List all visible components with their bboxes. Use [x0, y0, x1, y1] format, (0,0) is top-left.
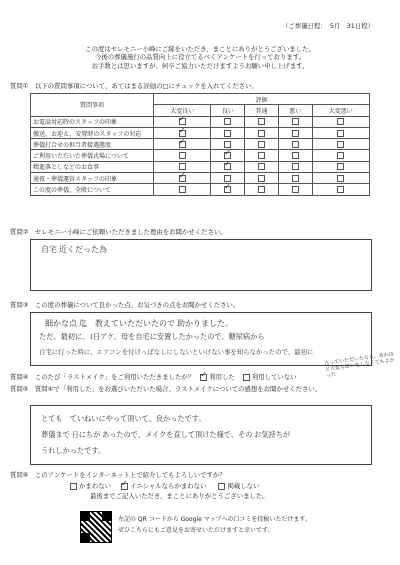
q6-opt2-checkbox[interactable] [121, 483, 128, 490]
rating-cell [245, 139, 279, 150]
rating-cell [312, 139, 369, 150]
rating-cell [312, 173, 369, 184]
rating-cell [312, 116, 369, 127]
q5-answer-line-2: 葬儀まで 日にちが あったので、メイクを直して頂けた様で、その お気持ちが [41, 431, 291, 439]
rating-header-3: 悪い [278, 105, 312, 116]
rating-checkbox[interactable] [292, 152, 299, 159]
rating-cell [278, 150, 312, 161]
rating-checkbox[interactable] [224, 163, 231, 170]
q5-answer-line-1: とても ていねいにやって頂いて、良かったです。 [41, 415, 206, 423]
rating-checkbox[interactable] [179, 141, 186, 148]
table-row [31, 116, 370, 127]
rating-checkbox[interactable] [179, 118, 186, 125]
q6-options [70, 482, 259, 490]
rating-checkbox[interactable] [292, 118, 299, 125]
rating-checkbox[interactable] [224, 175, 231, 182]
rating-checkbox[interactable] [337, 130, 344, 137]
rating-checkbox[interactable] [179, 175, 186, 182]
table-row [31, 150, 370, 161]
q5-title: 質問⑤ 質問④で「利用した」をお選びいただいた場合、ラストメイクについての感想をお聞かせください。 [10, 385, 322, 393]
table-row [31, 139, 370, 150]
question-label: 通夜・葬儀運営スタッフの印象 [31, 173, 154, 184]
col-eval-header: 評価 [154, 94, 370, 105]
rating-checkbox[interactable] [337, 141, 344, 148]
question-label: この度の葬儀、全般について [31, 184, 154, 195]
q4-no-label: 利用していない [251, 373, 297, 381]
question-label: 精進落としなどのお食事 [31, 161, 154, 172]
rating-checkbox[interactable] [337, 152, 344, 159]
q6-title: 質問⑥ このアンケートをインターネット上で紹介してもよろしいですか？ [10, 471, 226, 479]
rating-header-1: 良い [211, 105, 245, 116]
q3-answer-box[interactable] [30, 312, 372, 366]
rating-checkbox[interactable] [224, 152, 231, 159]
q4-title: 質問④ このたび「ラストメイク」をご利用いただきましたか？ [10, 373, 195, 381]
rating-cell [211, 161, 245, 172]
rating-checkbox[interactable] [258, 175, 265, 182]
rating-cell [312, 184, 369, 195]
rating-cell [245, 173, 279, 184]
rating-cell [211, 184, 245, 195]
rating-header-2: 普通 [245, 105, 279, 116]
table-row [31, 161, 370, 172]
rating-cell [312, 161, 369, 172]
rating-checkbox[interactable] [337, 118, 344, 125]
rating-cell [312, 127, 369, 138]
rating-cell [245, 150, 279, 161]
q6-opt2-label: イニシャルならかまわない [130, 482, 207, 490]
q5-answer-box[interactable] [30, 405, 372, 465]
ceremony-date: （ご葬儀日程： 5月 31日程） [281, 22, 374, 30]
q1-title: 質問① 以下の質問事項について、あてはまる評価の□にチェックを入れてください。 [10, 82, 258, 90]
rating-checkbox[interactable] [224, 118, 231, 125]
rating-cell [312, 150, 369, 161]
rating-checkbox[interactable] [337, 175, 344, 182]
rating-checkbox[interactable] [224, 186, 231, 193]
rating-checkbox[interactable] [292, 163, 299, 170]
intro-text [0, 45, 400, 70]
q2-answer-box[interactable] [30, 239, 372, 291]
col-item-header: 質問事項 [31, 94, 154, 117]
rating-cell [245, 116, 279, 127]
rating-cell [278, 184, 312, 195]
rating-cell [278, 139, 312, 150]
rating-table [30, 93, 370, 196]
q6-opt1-checkbox[interactable] [70, 483, 77, 490]
rating-checkbox[interactable] [258, 118, 265, 125]
q3-answer-line-1: 細かな点 迄 教えていただいたので 助かりました。 [45, 319, 233, 328]
q2-title: 質問② セレモニー小峰にご依頼いただきました理由をお聞かせください。 [10, 228, 227, 236]
rating-cell [245, 127, 279, 138]
table-row [31, 127, 370, 138]
rating-header-4: 大変悪い [312, 105, 369, 116]
rating-cell [245, 184, 279, 195]
q4-yes-label: 利用した [209, 373, 235, 381]
question-label: お電話対応時のスタッフの印象 [31, 116, 154, 127]
rating-checkbox[interactable] [292, 186, 299, 193]
rating-cell [278, 173, 312, 184]
q4-yes-checkbox[interactable] [200, 374, 207, 381]
q6-opt3-checkbox[interactable] [218, 483, 225, 490]
rating-cell [154, 139, 211, 150]
intro-line-3: お手数とは思いますが、何卒ご協力いただけますようお願い申し上げます。 [91, 61, 309, 70]
rating-cell [278, 127, 312, 138]
table-row [31, 173, 370, 184]
footer-line-2: ぜひこちらにもご意見をお寄せいただけますと幸いです。 [118, 527, 274, 534]
rating-checkbox[interactable] [258, 163, 265, 170]
rating-checkbox[interactable] [337, 186, 344, 193]
rating-checkbox[interactable] [179, 186, 186, 193]
q3-title: 質問③ この度の葬儀について良かった点、お気づきの点をお聞かせください。 [10, 301, 240, 309]
rating-cell [211, 116, 245, 127]
thanks-text: 最後までご記入いただき、まことにありがとうございました。 [90, 492, 269, 500]
rating-checkbox[interactable] [258, 141, 265, 148]
rating-cell [211, 127, 245, 138]
rating-cell [154, 150, 211, 161]
rating-checkbox[interactable] [258, 152, 265, 159]
rating-cell [154, 173, 211, 184]
footer-line-1: 左記の QR コードから Google マップへの口コミを投稿いただけます。 [118, 516, 311, 523]
q3-answer-line-3: 自宅に行った時に、エアコンを付けっぱなしにしないといけない事を知らなかったので、最初に [39, 349, 314, 356]
question-label: ご利用いただいた葬儀式場について [31, 150, 154, 161]
table-row [31, 184, 370, 195]
rating-checkbox[interactable] [179, 152, 186, 159]
rating-checkbox[interactable] [292, 141, 299, 148]
rating-header-0: 大変良い [154, 105, 211, 116]
intro-line-1: この度はセレモニー小峰にご縁をいただき、まことにありがとうございました。 [85, 45, 315, 53]
rating-checkbox[interactable] [224, 130, 231, 137]
rating-checkbox[interactable] [258, 130, 265, 137]
question-label: 葬儀打合せの担当者接遇態度 [31, 139, 154, 150]
rating-checkbox[interactable] [337, 163, 344, 170]
rating-checkbox[interactable] [292, 130, 299, 137]
q6-opt3-label: 掲載しない [227, 482, 260, 490]
q3-margin-note: 言っていただいたなら、あれほど大変な思いをしなくてもよかった [324, 352, 395, 379]
q4-question [10, 373, 297, 381]
q4-no-checkbox[interactable] [243, 374, 250, 381]
q3-answer-line-2: ただ、最初に、1日アケ、母を自宅に安置したかったので、糖尿病から [39, 333, 265, 341]
rating-checkbox[interactable] [179, 130, 186, 137]
rating-cell [154, 184, 211, 195]
rating-checkbox[interactable] [292, 175, 299, 182]
rating-cell [278, 161, 312, 172]
rating-checkbox[interactable] [258, 186, 265, 193]
q6-opt1-label: かまわない [79, 482, 111, 490]
rating-checkbox[interactable] [224, 141, 231, 148]
rating-checkbox[interactable] [179, 163, 186, 170]
intro-line-2: 今後の葬儀施行の品質向上に役立てるべくアンケートを行っております。 [95, 53, 305, 62]
rating-cell [245, 161, 279, 172]
q2-answer: 自宅 近くだった為 [41, 245, 107, 254]
rating-cell [278, 116, 312, 127]
q5-answer-line-3: うれしかったです。 [41, 447, 106, 455]
question-label: 搬送、お迎え、安置時のスタッフの対応 [31, 127, 154, 138]
qr-code-icon[interactable] [80, 511, 112, 543]
